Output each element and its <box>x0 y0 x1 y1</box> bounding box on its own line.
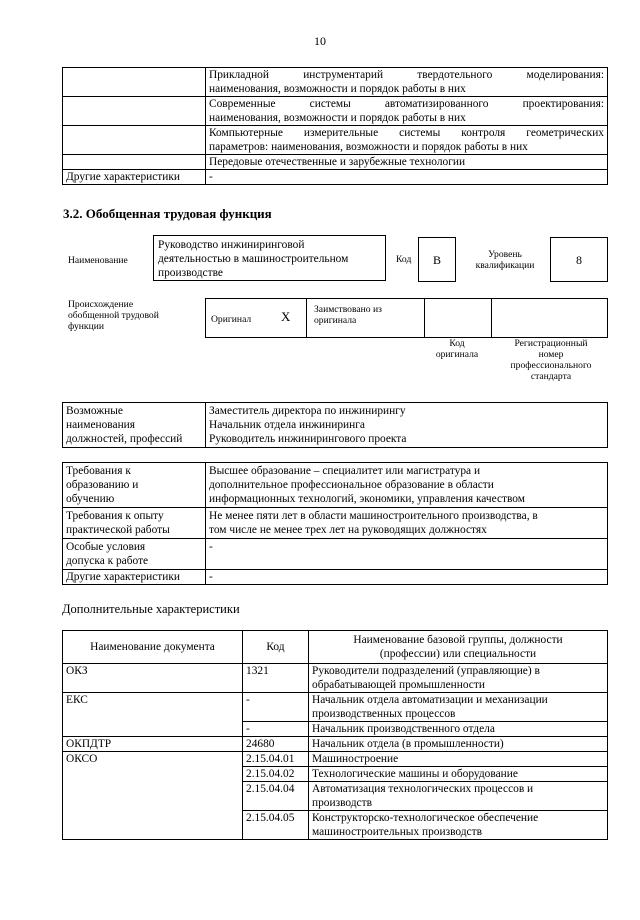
text-line: профессионального <box>510 360 592 371</box>
code-caption <box>424 338 490 360</box>
text-line: производственных процессов <box>312 708 456 720</box>
text-line: Конструкторско-технологическое обеспечение <box>312 812 539 824</box>
name-value-box <box>153 235 386 281</box>
divider <box>491 299 492 337</box>
row-label <box>63 155 206 170</box>
divider <box>306 299 307 337</box>
requirements-table <box>62 462 608 585</box>
text-line: - <box>209 171 213 183</box>
table-row <box>63 737 608 752</box>
cell-name <box>309 664 608 693</box>
row-label <box>63 508 206 539</box>
text-line: оригинала <box>435 349 479 360</box>
cell-name <box>309 722 608 737</box>
text-line: наименования, возможности и порядок работы в них <box>209 83 466 95</box>
text-line: Начальник отдела инжиниринга <box>209 419 365 431</box>
text-line: должностей, профессий <box>66 433 183 445</box>
text-line: Заимствовано из <box>314 304 382 315</box>
text-line: - <box>209 571 213 583</box>
skills-table <box>62 67 608 185</box>
section-title: 3.2. Обобщенная трудовая функция <box>63 206 272 221</box>
header-doc: Наименование документа <box>63 631 243 664</box>
text-line: Код <box>449 338 465 349</box>
level-label <box>466 249 544 271</box>
text-line: дополнительное профессиональное образование в области <box>209 479 494 491</box>
text-line: производств <box>312 797 372 809</box>
borrowed-label <box>314 304 382 326</box>
cell-name <box>309 693 608 722</box>
row-label <box>63 463 206 508</box>
text-line: Заместитель директора по инжинирингу <box>209 405 406 417</box>
table-row <box>63 539 608 570</box>
cell-doc: ОКПДТР <box>63 737 243 752</box>
original-label: Оригинал <box>211 314 252 325</box>
table-row <box>63 170 608 185</box>
text-line: Компьютерные измерительные системы контроля геометрических <box>209 127 604 139</box>
level-value-box: 8 <box>550 237 608 282</box>
origin-label <box>68 299 159 332</box>
extra-title: Дополнительные характеристики <box>62 602 240 616</box>
cell-code: 2.15.04.04 <box>243 782 309 811</box>
text-line: Автоматизация технологических процессов и <box>312 783 534 795</box>
table-row <box>63 693 608 722</box>
name-label: Наименование <box>68 255 128 266</box>
text-line: Начальник отдела автоматизации и механизации <box>312 694 548 706</box>
text-line: Не менее пяти лет в области машиностроительного производства, в <box>209 510 538 522</box>
row-value <box>206 68 608 97</box>
row-value <box>206 403 608 448</box>
row-label <box>63 126 206 155</box>
cell-code: - <box>243 693 309 722</box>
row-value <box>206 170 608 185</box>
text-line: Современные системы автоматизированного проектирования: <box>209 98 604 110</box>
text-line: Передовые отечественные и зарубежные технологии <box>209 156 466 168</box>
row-label <box>63 539 206 570</box>
row-value <box>206 126 608 155</box>
cell-code: 1321 <box>243 664 309 693</box>
cell-name <box>309 782 608 811</box>
cell-code: - <box>243 722 309 737</box>
header-name: Наименование базовой группы, должности (профессии) или специальности <box>309 631 608 664</box>
row-label <box>63 97 206 126</box>
divider <box>424 299 425 337</box>
table-row <box>63 570 608 585</box>
text-line: том числе не менее трех лет на руководящих должностях <box>209 524 487 536</box>
cell-doc: ОКЗ <box>63 664 243 693</box>
text-line: Прикладной инструментарий твердотельного моделирования: <box>209 69 604 81</box>
cell-code: 2.15.04.01 <box>243 752 309 767</box>
text-line: Начальник отдела (в промышленности) <box>312 738 504 750</box>
positions-table <box>62 402 608 448</box>
table-row <box>63 463 608 508</box>
text-line: Уровень <box>488 249 522 260</box>
text-line: обобщенной трудовой <box>68 310 159 321</box>
table-row <box>63 664 608 693</box>
cell-code: 24680 <box>243 737 309 752</box>
cell-code: 2.15.04.05 <box>243 811 309 840</box>
table-row <box>63 508 608 539</box>
text-line: номер <box>538 349 564 360</box>
text-line: обрабатывающей промышленности <box>312 679 485 691</box>
table-row <box>63 97 608 126</box>
text-line: Возможные <box>66 405 123 417</box>
origin-box <box>205 298 608 338</box>
cell-name <box>309 767 608 782</box>
row-value <box>206 508 608 539</box>
text-line: Технологические машины и оборудование <box>312 768 518 780</box>
text-line: машиностроительных производств <box>312 826 482 838</box>
header-code: Код <box>243 631 309 664</box>
text-line: наименования <box>66 419 136 431</box>
text-line: деятельностью в машиностроительном <box>158 253 349 265</box>
text-line: наименования, возможности и порядок работы в них <box>209 112 466 124</box>
table-row <box>63 155 608 170</box>
text-line: образованию и <box>66 479 139 491</box>
row-label <box>63 403 206 448</box>
cell-doc: ОКСО <box>63 752 243 840</box>
text-line: Регистрационный <box>514 338 588 349</box>
text-line: параметров: наименования, возможности и порядок работы в них <box>209 141 528 153</box>
text-line: Происхождение <box>68 299 134 310</box>
table-row <box>63 403 608 448</box>
table-row <box>63 126 608 155</box>
text-line: допуска к работе <box>66 555 149 567</box>
row-label <box>63 570 206 585</box>
text-line: Руководители подразделений (управляющие) в <box>312 665 540 677</box>
text-line: Машиностроение <box>312 753 399 765</box>
original-mark: X <box>281 309 291 324</box>
text-line: Руководство инжиниринговой <box>158 239 305 251</box>
text-line: оригинала <box>314 315 357 326</box>
table-row <box>63 68 608 97</box>
row-label <box>63 68 206 97</box>
text-line: Требования к опыту <box>66 510 164 522</box>
page-number: 10 <box>314 34 326 48</box>
cell-name <box>309 811 608 840</box>
cell-name <box>309 737 608 752</box>
extra-table <box>62 630 608 840</box>
text-line: Другие характеристики <box>66 571 181 583</box>
text-line: обучению <box>66 493 115 505</box>
cell-doc: ЕКС <box>63 693 243 737</box>
row-value <box>206 97 608 126</box>
code-value-box: B <box>418 237 456 282</box>
reg-caption <box>494 338 608 382</box>
text-line: Особые условия <box>66 541 146 553</box>
text-line: Требования к <box>66 465 131 477</box>
row-value <box>206 463 608 508</box>
text-line: - <box>209 541 213 553</box>
cell-code: 2.15.04.02 <box>243 767 309 782</box>
cell-name <box>309 752 608 767</box>
code-label: Код <box>396 254 412 265</box>
text-line: квалификации <box>475 260 535 271</box>
row-label: Другие характеристики <box>63 170 206 185</box>
row-value <box>206 570 608 585</box>
table-header-row <box>63 631 608 664</box>
text-line: Высшее образование – специалитет или магистратура и <box>209 465 481 477</box>
text-line: функции <box>68 321 104 332</box>
table-row <box>63 752 608 767</box>
text-line: Руководитель инжинирингового проекта <box>209 433 407 445</box>
text-line: стандарта <box>530 371 572 382</box>
row-value <box>206 539 608 570</box>
row-value <box>206 155 608 170</box>
text-line: производстве <box>158 267 223 279</box>
text-line: практической работы <box>66 524 170 536</box>
text-line: Начальник производственного отдела <box>312 723 495 735</box>
text-line: информационных технологий, экономики, управления качеством <box>209 493 525 505</box>
